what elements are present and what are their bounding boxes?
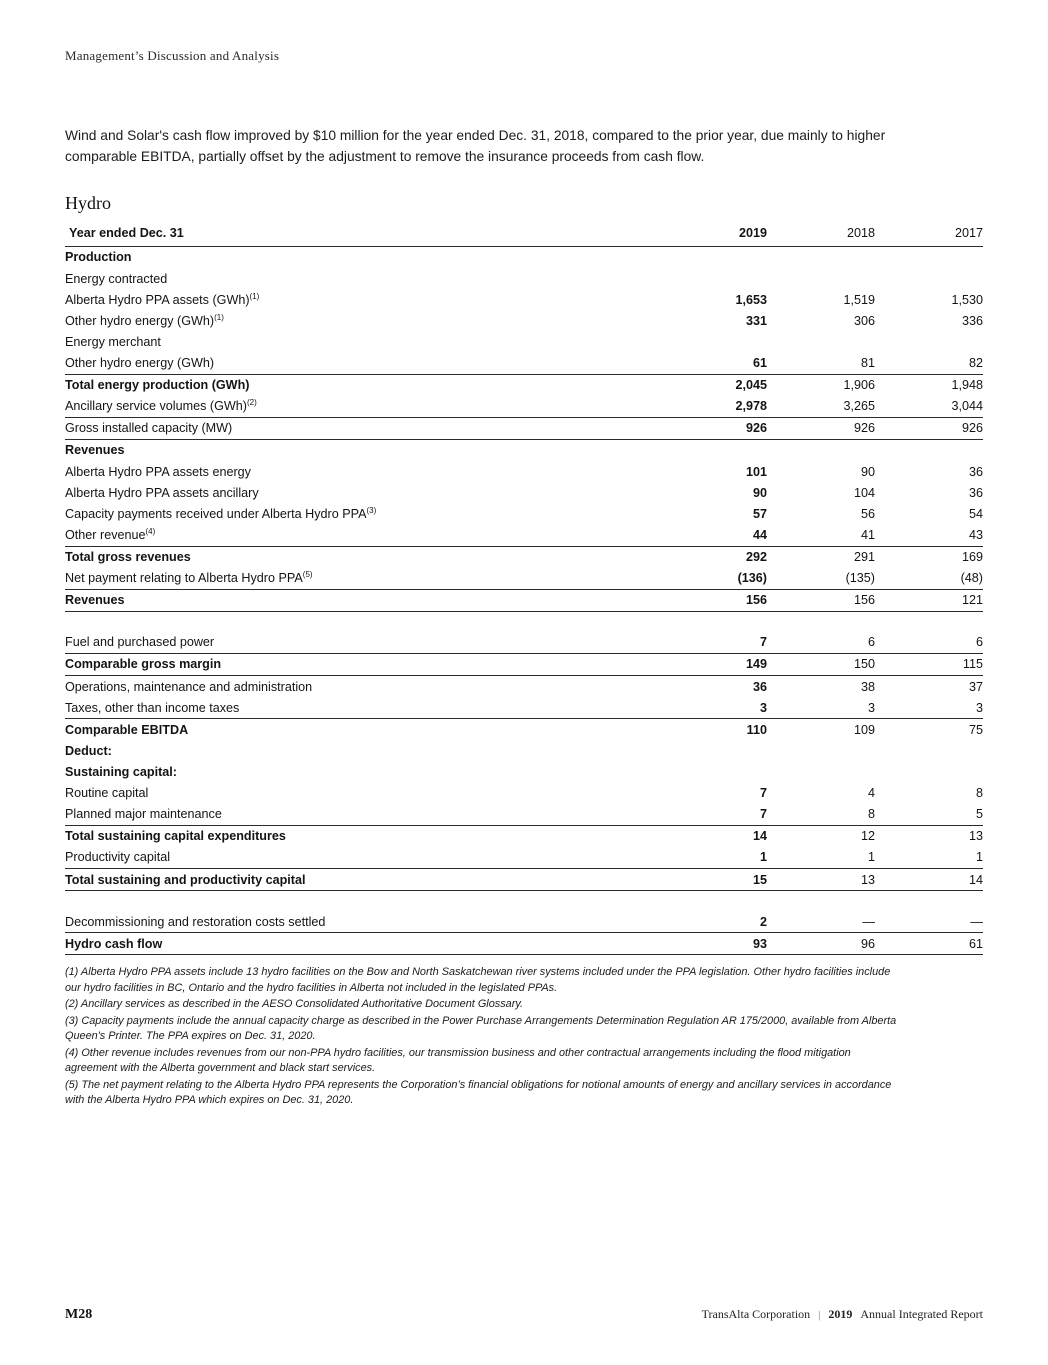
table-row [65, 353, 983, 375]
table-row [65, 911, 983, 933]
row-value-2018 [767, 762, 875, 783]
row-value-2019: 156 [745, 593, 767, 608]
table-row [65, 869, 983, 891]
row-value-2017: 1 [975, 850, 983, 865]
row-value-2019: 14 [752, 829, 767, 844]
row-value-2018: 926 [853, 421, 875, 436]
row-label: Revenues [65, 443, 125, 458]
footnote-reference: (1) [249, 291, 260, 301]
row-value-2018: 8 [867, 807, 875, 822]
row-label: Fuel and purchased power [65, 635, 215, 650]
row-value-2018 [767, 439, 875, 461]
row-label: Taxes, other than income taxes [65, 700, 240, 715]
row-value-2018: (135) [845, 571, 875, 586]
row-label: Sustaining capital: [65, 765, 177, 779]
footnote-reference: (4) [145, 526, 156, 536]
table-header-label: Year ended Dec. 31 [69, 225, 184, 240]
row-label: Operations, maintenance and administration [65, 679, 313, 694]
row-value-2018: 4 [867, 786, 875, 801]
footnote-reference: (1) [214, 312, 224, 322]
footnote-reference: (3) [366, 505, 377, 515]
row-value-2017 [875, 331, 983, 352]
row-value-2018: 13 [860, 872, 875, 887]
row-value-2017: 1,948 [951, 378, 983, 393]
row-label: Planned major maintenance [65, 807, 222, 822]
row-label: Net payment relating to Alberta Hydro PPA$^{(5)}$ [65, 569, 313, 586]
row-value-2017: 6 [975, 635, 983, 650]
row-value-2017: 75 [968, 722, 983, 737]
row-label: Ancillary service volumes (GWh)$^{(2)}$ [65, 398, 257, 414]
row-value-2017: 14 [968, 872, 983, 887]
row-value-2019: 93 [752, 936, 767, 951]
row-label: Decommissioning and restoration costs settled [65, 914, 326, 929]
table-row [65, 632, 983, 654]
row-value-2019: 1 [759, 850, 767, 865]
row-value-2018: 96 [860, 936, 875, 951]
row-value-2018: 56 [860, 506, 875, 521]
footnote: (3) Capacity payments include the annual capacity charge as described in the Power Purchase Arrangements Determination Regulation AR 175/2000, available from Alberta Queen's Printer. The PPA expires on Dec. 31, 2020. [65, 1014, 897, 1043]
column-header-2018: 2018 [846, 225, 875, 240]
row-label: Productivity capital [65, 850, 170, 865]
row-value-2017: 82 [968, 356, 983, 371]
row-value-2019: 90 [752, 485, 767, 500]
row-label: Other hydro energy (GWh) [65, 356, 215, 371]
row-value-2017: 1,530 [951, 292, 983, 307]
column-header-2019: 2019 [738, 225, 767, 240]
spacer-cell [65, 611, 983, 632]
row-label: Total energy production (GWh) [65, 378, 250, 393]
row-label: Comparable gross margin [65, 657, 222, 672]
table-row [65, 246, 983, 268]
row-value-2018 [767, 331, 875, 352]
table-row [65, 417, 983, 439]
row-value-2018 [767, 268, 875, 289]
footer-separator: | [818, 1309, 821, 1321]
row-value-2018: 41 [860, 527, 875, 542]
row-value-2019 [659, 740, 767, 761]
row-label: Total gross revenues [65, 550, 191, 565]
row-value-2019: 3 [759, 700, 767, 715]
row-value-2017 [875, 740, 983, 761]
row-value-2019: 7 [759, 786, 767, 801]
table-row [65, 719, 983, 741]
footer-company: TransAlta Corporation [701, 1307, 811, 1321]
row-value-2019 [659, 246, 767, 268]
table-row [65, 331, 983, 352]
row-value-2018: 156 [853, 593, 875, 608]
row-value-2019 [659, 762, 767, 783]
table-row [65, 482, 983, 503]
row-value-2017: 115 [962, 657, 983, 672]
footnote: (1) Alberta Hydro PPA assets include 13 hydro facilities on the Bow and North Saskatchewan river systems included under the PPA legislation. Other hydro facilities include our hydro facilities in BC, Ontario and the hydro facilities in Alberta not included in the legislated PPAs. [65, 966, 891, 994]
column-header-2017: 2017 [954, 225, 983, 240]
table-row [65, 740, 983, 761]
row-value-2017 [875, 439, 983, 461]
row-value-2019 [659, 331, 767, 352]
row-value-2019: 61 [752, 356, 767, 371]
row-value-2018: 81 [860, 356, 875, 371]
row-value-2019 [659, 268, 767, 289]
row-value-2017 [875, 246, 983, 268]
row-label: Revenues [65, 593, 125, 608]
row-label: Total sustaining capital expenditures [65, 829, 286, 844]
row-value-2019: 1,653 [735, 292, 767, 307]
footer-page-number: M28 [65, 1307, 93, 1322]
row-value-2018: 90 [860, 464, 875, 479]
row-value-2018: 6 [867, 635, 875, 650]
row-value-2018: 38 [860, 679, 875, 694]
row-label: Hydro cash flow [65, 936, 163, 951]
table-spacer-row [65, 611, 983, 632]
table-row [65, 697, 983, 719]
row-value-2019: 2,045 [735, 378, 767, 393]
row-value-2017: 54 [968, 506, 983, 521]
row-value-2018: 1,519 [843, 292, 875, 307]
footer-report-year: 2019 [828, 1307, 853, 1321]
table-row [65, 933, 983, 955]
row-value-2019: 15 [752, 872, 767, 887]
footnote: (5) The net payment relating to the Alberta Hydro PPA represents the Corporation’s financial obligations for notional amounts of energy and ancillary services in accordance with the Alberta Hydro PPA which expires on Dec. 31, 2020. [65, 1078, 892, 1107]
table-row [65, 374, 983, 396]
row-value-2019: 331 [745, 313, 767, 328]
row-label: Energy merchant [65, 334, 161, 349]
footnote: (2) Ancillary services as described in the AESO Consolidated Authoritative Document Glossary. [65, 998, 524, 1011]
footnote: (4) Other revenue includes revenues from our non-PPA hydro facilities, our transmission business and other contractual arrangements including the flood mitigation agreement with the Alberta government and black start services. [65, 1046, 851, 1075]
row-value-2017: 13 [968, 829, 983, 844]
row-label: Comparable EBITDA [65, 722, 189, 737]
row-value-2017: 61 [968, 936, 983, 951]
row-label: Capacity payments received under Alberta Hydro PPA$^{(3)}$ [65, 505, 377, 521]
row-label: Routine capital [65, 786, 149, 801]
table-row [65, 783, 983, 804]
row-value-2017 [875, 762, 983, 783]
row-value-2017 [875, 268, 983, 289]
row-value-2019: 926 [745, 421, 767, 436]
row-value-2019: 57 [752, 506, 767, 521]
row-value-2019: (136) [737, 571, 767, 586]
intro-paragraph: Wind and Solar's cash flow improved by $10 million for the year ended Dec. 31, 2018, compared to the prior year, due mainly to higher comparable EBITDA, partially offset by the adjustment to remove the insurance proceeds from cash flow. [65, 128, 886, 164]
row-value-2018: 109 [853, 722, 875, 737]
row-value-2017: (48) [960, 571, 983, 586]
table-row [65, 847, 983, 869]
row-label: Total sustaining and productivity capital [65, 872, 306, 887]
row-label: Production [65, 250, 132, 265]
page-footer [65, 1307, 983, 1323]
row-value-2019: 292 [745, 550, 767, 565]
row-value-2019: 7 [759, 807, 767, 822]
table-row [65, 546, 983, 568]
row-value-2018: 1 [867, 850, 875, 865]
row-value-2017: 5 [975, 807, 983, 822]
row-value-2017: 169 [961, 550, 983, 565]
row-value-2017: 43 [968, 527, 983, 542]
row-value-2018 [767, 740, 875, 761]
row-value-2017: 926 [961, 421, 983, 436]
table-row [65, 762, 983, 783]
row-value-2018: — [862, 914, 875, 929]
row-label: Energy contracted [65, 271, 168, 286]
row-value-2019: 101 [745, 464, 767, 479]
row-value-2019: 2,978 [735, 399, 767, 414]
table-row [65, 503, 983, 524]
table-row [65, 825, 983, 847]
table-row [65, 568, 983, 590]
table-spacer-row [65, 891, 983, 912]
spacer-cell [65, 891, 983, 912]
row-value-2017: 8 [975, 786, 983, 801]
row-value-2018: 1,906 [843, 378, 875, 393]
table-row [65, 310, 983, 331]
row-label: Alberta Hydro PPA assets (GWh)$^{(1)}$ [65, 291, 260, 307]
table-row [65, 589, 983, 611]
footnote-reference: (5) [302, 569, 313, 579]
row-value-2017: 3,044 [951, 399, 983, 414]
footer-report-title: Annual Integrated Report [860, 1307, 983, 1321]
row-value-2019: 149 [745, 657, 767, 672]
row-value-2019: 44 [752, 527, 767, 542]
row-label: Other hydro energy (GWh)$^{(1)}$ [65, 312, 224, 328]
footnote-reference: (2) [246, 398, 257, 408]
row-label: Alberta Hydro PPA assets energy [65, 464, 251, 479]
row-value-2018: 291 [853, 550, 875, 565]
row-label: Alberta Hydro PPA assets ancillary [65, 485, 259, 500]
row-value-2017: 36 [968, 485, 983, 500]
section-title: Hydro [65, 193, 111, 214]
row-value-2019 [659, 439, 767, 461]
table-row [65, 461, 983, 482]
row-label: Other revenue$^{(4)}$ [65, 526, 156, 542]
table-row [65, 396, 983, 418]
row-value-2018: 306 [853, 313, 875, 328]
row-value-2018: 12 [860, 829, 875, 844]
table-body [65, 246, 983, 954]
table-row [65, 676, 983, 698]
row-value-2017: 3 [975, 700, 983, 715]
footer-report-info [702, 1307, 983, 1322]
row-label: Deduct: [65, 743, 112, 758]
row-value-2019: 36 [752, 679, 767, 694]
row-value-2019: 7 [759, 635, 767, 650]
row-value-2017: — [970, 914, 983, 929]
row-value-2017: 37 [968, 679, 983, 694]
row-value-2019: 110 [746, 722, 767, 737]
table-row [65, 524, 983, 546]
page-header: Management’s Discussion and Analysis [65, 48, 280, 63]
row-value-2017: 336 [961, 313, 983, 328]
row-value-2019: 2 [759, 914, 767, 929]
row-value-2017: 36 [968, 464, 983, 479]
hydro-financial-table [65, 222, 983, 955]
row-label: Gross installed capacity (MW) [65, 421, 233, 436]
table-row [65, 653, 983, 675]
table-row [65, 268, 983, 289]
table-row [65, 439, 983, 461]
footnotes [65, 965, 905, 1108]
row-value-2017: 121 [961, 593, 983, 608]
row-value-2018: 3,265 [843, 399, 875, 414]
row-value-2018 [767, 246, 875, 268]
row-value-2018: 3 [867, 700, 875, 715]
table-row [65, 804, 983, 826]
table-row [65, 289, 983, 310]
row-value-2018: 150 [853, 657, 875, 672]
table-header [65, 222, 983, 246]
row-value-2018: 104 [853, 485, 875, 500]
